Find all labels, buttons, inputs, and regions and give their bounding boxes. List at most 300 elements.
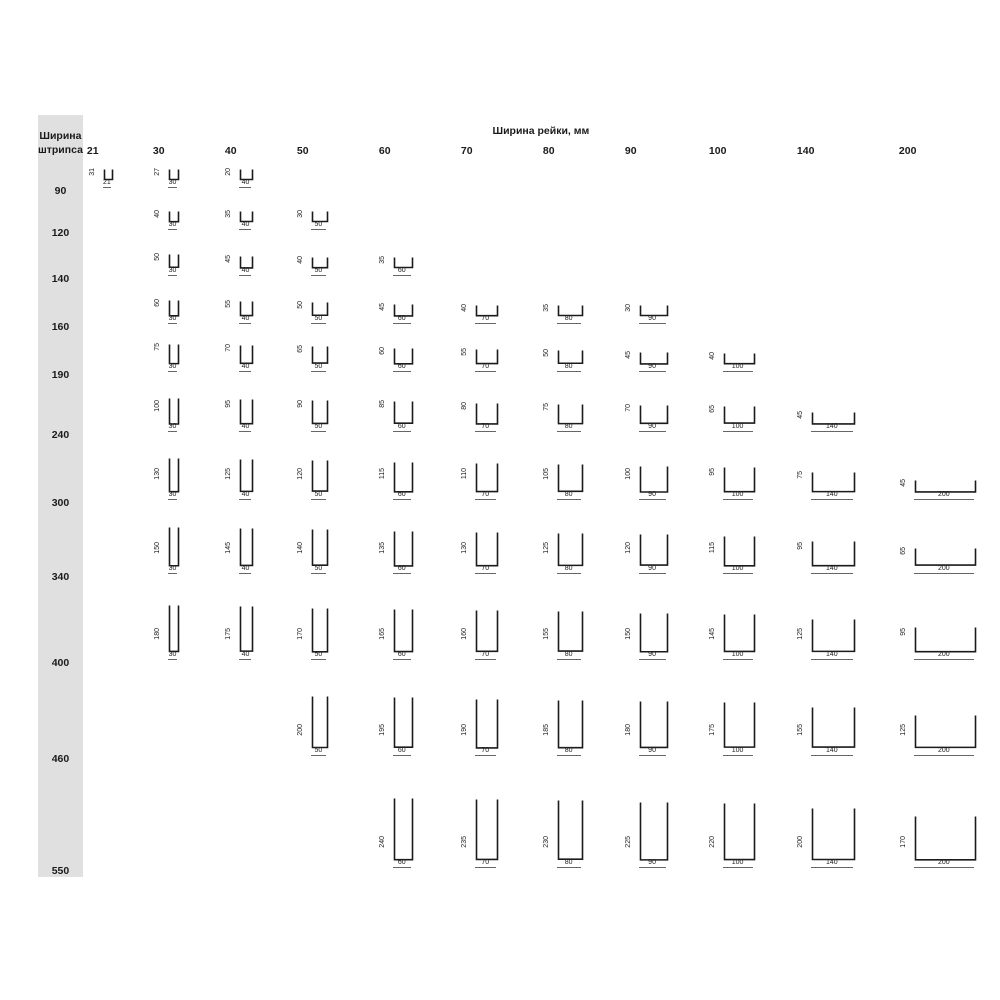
- dimension-line: [639, 755, 666, 756]
- profile: [703, 466, 791, 505]
- dimension-line: [557, 431, 581, 432]
- profile: [894, 547, 999, 579]
- width-label: 70: [481, 650, 490, 658]
- profile-cell-340-60[interactable]: [373, 509, 455, 583]
- dimension-line: [475, 499, 496, 500]
- profile: [619, 700, 703, 761]
- profile-cell-340-80[interactable]: [537, 509, 619, 583]
- u-profile-shape: [239, 458, 257, 494]
- dimension-line: [168, 229, 177, 230]
- empty-cell: [83, 333, 148, 381]
- profile: [703, 802, 791, 873]
- dimension-line: [475, 867, 496, 868]
- width-label: 140: [826, 858, 838, 866]
- height-label: 75: [542, 402, 550, 411]
- profile-cell-340-30[interactable]: [148, 509, 219, 583]
- profile: [894, 479, 999, 505]
- width-label: 30: [168, 422, 177, 430]
- height-label: 115: [708, 542, 716, 554]
- width-label: 40: [241, 650, 250, 658]
- table-row: [38, 669, 999, 765]
- u-profile-shape: [475, 531, 502, 568]
- height-label: 70: [624, 404, 632, 412]
- profile: [791, 471, 894, 505]
- profile: [291, 210, 373, 235]
- profile-cell-550-80[interactable]: [537, 765, 619, 877]
- table-row: [38, 285, 999, 333]
- height-label: 200: [796, 836, 804, 848]
- width-label: 80: [564, 422, 573, 430]
- profile-cell-160-80[interactable]: [537, 285, 619, 333]
- dimension-line: [557, 371, 581, 372]
- u-profile-shape: [168, 604, 183, 654]
- height-label: 27: [154, 168, 162, 176]
- profile-cell-400-60[interactable]: [373, 583, 455, 669]
- profile-cell-240-50[interactable]: [291, 381, 373, 441]
- dimension-line: [723, 573, 753, 574]
- profile-cell-400-50[interactable]: [291, 583, 373, 669]
- table-row: [38, 441, 999, 509]
- profile-cell-160-90[interactable]: [619, 285, 703, 333]
- dimension-line: [557, 323, 581, 324]
- profile: [148, 253, 219, 281]
- height-label: 105: [542, 468, 550, 480]
- width-label: 90: [648, 746, 656, 754]
- u-profile-shape: [239, 605, 257, 654]
- width-label: 140: [826, 650, 838, 658]
- profile-cell-550-60[interactable]: [373, 765, 455, 877]
- width-label: 90: [648, 422, 656, 430]
- u-profile-shape: [557, 799, 587, 862]
- width-label: 40: [241, 266, 250, 274]
- dimension-line: [393, 499, 411, 500]
- height-label: 95: [708, 468, 716, 476]
- row-header-strip-300: 300: [38, 441, 83, 509]
- profile-cell-550-140[interactable]: [791, 765, 894, 877]
- u-profile-shape: [557, 463, 587, 494]
- profile: [455, 348, 537, 377]
- profile-cell-300-40[interactable]: [219, 441, 290, 509]
- profile-cell-90-30[interactable]: [148, 157, 219, 197]
- dimension-line: [311, 275, 326, 276]
- row-header-strip-90: 90: [38, 157, 83, 197]
- profile: [373, 608, 455, 665]
- profile: [537, 349, 619, 377]
- corner-header-line1: Ширина: [39, 130, 82, 142]
- height-label: 180: [624, 724, 632, 736]
- profile-cell-460-90[interactable]: [619, 669, 703, 765]
- profile: [703, 535, 791, 579]
- dimension-line: [393, 573, 411, 574]
- profile-cell-400-40[interactable]: [219, 583, 290, 669]
- profile-cell-240-100[interactable]: [703, 381, 791, 441]
- profile-cell-300-80[interactable]: [537, 441, 619, 509]
- height-label: 150: [154, 542, 162, 554]
- profile-cell-460-100[interactable]: [703, 669, 791, 765]
- height-label: 65: [296, 345, 304, 354]
- u-profile-shape: [311, 528, 332, 568]
- empty-cell: [455, 197, 537, 239]
- empty-cell: [894, 239, 999, 285]
- row-header-strip-340: 340: [38, 509, 83, 583]
- profile-cell-160-50[interactable]: [291, 285, 373, 333]
- dimension-line: [811, 755, 853, 756]
- dimension-line: [475, 371, 496, 372]
- width-label: 60: [397, 858, 406, 866]
- profile: [148, 343, 219, 377]
- width-label: 90: [648, 564, 656, 572]
- u-profile-shape: [557, 532, 587, 568]
- dimension-line: [557, 755, 581, 756]
- dimension-line: [239, 573, 251, 574]
- table-row: [38, 157, 999, 197]
- dimension-line: [723, 431, 753, 432]
- profile-cell-140-60[interactable]: [373, 239, 455, 285]
- width-label: 40: [241, 314, 250, 322]
- profile-cell-550-200[interactable]: [894, 765, 999, 877]
- width-label: 60: [397, 422, 406, 430]
- profile: [291, 345, 373, 377]
- profile-cell-340-200[interactable]: [894, 509, 999, 583]
- dimension-line: [914, 867, 974, 868]
- width-label: 70: [481, 746, 490, 754]
- empty-cell: [83, 441, 148, 509]
- dimension-line: [311, 229, 326, 230]
- empty-cell: [83, 509, 148, 583]
- profile: [894, 714, 999, 761]
- height-label: 180: [154, 628, 162, 640]
- profile: [703, 405, 791, 437]
- profile-cell-240-60[interactable]: [373, 381, 455, 441]
- dimension-line: [168, 573, 177, 574]
- profile: [148, 604, 219, 665]
- profile: [619, 465, 703, 506]
- dimension-line: [723, 755, 753, 756]
- u-profile-shape: [723, 613, 759, 654]
- profile-cell-300-70[interactable]: [455, 441, 537, 509]
- dimension-line: [557, 659, 581, 660]
- width-label: 140: [826, 564, 838, 572]
- row-header-strip-400: 400: [38, 583, 83, 669]
- dimension-line: [393, 275, 411, 276]
- profile-cell-400-200[interactable]: [894, 583, 999, 669]
- profile-cell-300-60[interactable]: [373, 441, 455, 509]
- size-matrix-table: [38, 115, 999, 877]
- profile-cell-240-140[interactable]: [791, 381, 894, 441]
- dimension-line: [914, 573, 974, 574]
- profile-cell-90-40[interactable]: [219, 157, 290, 197]
- dimension-line: [103, 187, 111, 188]
- dimension-line: [557, 573, 581, 574]
- profile: [619, 533, 703, 579]
- width-label: 60: [397, 746, 406, 754]
- profile: [373, 303, 455, 329]
- profile: [537, 699, 619, 761]
- height-label: 155: [796, 724, 804, 736]
- profile-cell-400-100[interactable]: [703, 583, 791, 669]
- profile-cell-550-70[interactable]: [455, 765, 537, 877]
- dimension-line: [723, 371, 753, 372]
- u-profile-shape: [914, 815, 980, 862]
- height-label: 95: [225, 400, 233, 408]
- profile-cell-550-100[interactable]: [703, 765, 791, 877]
- profile-cell-460-80[interactable]: [537, 669, 619, 765]
- profile: [219, 527, 290, 579]
- dimension-line: [239, 275, 251, 276]
- profile: [455, 798, 537, 873]
- profile-cell-300-200[interactable]: [894, 441, 999, 509]
- profile-cell-190-60[interactable]: [373, 333, 455, 381]
- dimension-line: [914, 755, 974, 756]
- width-label: 80: [564, 564, 573, 572]
- height-label: 40: [296, 255, 304, 264]
- profile-cell-300-30[interactable]: [148, 441, 219, 509]
- profile-cell-400-140[interactable]: [791, 583, 894, 669]
- profile-cell-460-60[interactable]: [373, 669, 455, 765]
- dimension-line: [393, 659, 411, 660]
- profile: [703, 613, 791, 665]
- profile-cell-190-30[interactable]: [148, 333, 219, 381]
- height-label: 230: [542, 836, 550, 848]
- profile-cell-190-40[interactable]: [219, 333, 290, 381]
- empty-cell: [219, 765, 290, 877]
- empty-cell: [83, 285, 148, 333]
- profile-cell-400-30[interactable]: [148, 583, 219, 669]
- height-label: 125: [899, 724, 907, 736]
- dimension-line: [239, 371, 251, 372]
- column-header-21: 21: [86, 145, 99, 157]
- u-profile-shape: [393, 461, 417, 494]
- dimension-line: [311, 573, 326, 574]
- height-label: 200: [296, 724, 304, 736]
- profile-cell-160-60[interactable]: [373, 285, 455, 333]
- width-label: 100: [731, 858, 744, 866]
- profile-cell-160-70[interactable]: [455, 285, 537, 333]
- dimension-line: [239, 431, 251, 432]
- dimension-line: [168, 499, 177, 500]
- empty-cell: [703, 285, 791, 333]
- profile-cell-300-90[interactable]: [619, 441, 703, 509]
- width-label: 100: [731, 422, 744, 430]
- profile-cell-120-40[interactable]: [219, 197, 290, 239]
- dimension-line: [639, 499, 666, 500]
- profile-cell-190-80[interactable]: [537, 333, 619, 381]
- profile-cell-240-30[interactable]: [148, 381, 219, 441]
- empty-cell: [703, 239, 791, 285]
- dimension-line: [168, 323, 177, 324]
- dimension-line: [475, 659, 496, 660]
- empty-cell: [373, 157, 455, 197]
- dimension-line: [311, 499, 326, 500]
- dimension-line: [475, 573, 496, 574]
- profile: [537, 532, 619, 579]
- dimension-line: [914, 659, 974, 660]
- profile: [219, 458, 290, 505]
- column-header-100: 100: [708, 145, 727, 157]
- width-label: 90: [648, 650, 656, 658]
- width-label: 60: [397, 266, 406, 274]
- width-label: 40: [241, 220, 250, 228]
- profile-cell-460-200[interactable]: [894, 669, 999, 765]
- height-label: 30: [296, 210, 304, 218]
- dimension-line: [475, 431, 496, 432]
- profile-cell-550-90[interactable]: [619, 765, 703, 877]
- profile-cell-120-50[interactable]: [291, 197, 373, 239]
- profile-cell-140-30[interactable]: [148, 239, 219, 285]
- table-row: [38, 197, 999, 239]
- dimension-line: [239, 229, 251, 230]
- empty-cell: [791, 333, 894, 381]
- dimension-line: [168, 371, 177, 372]
- dimension-line: [811, 659, 853, 660]
- profile-cell-340-90[interactable]: [619, 509, 703, 583]
- height-label: 45: [225, 254, 233, 263]
- width-label: 30: [168, 314, 177, 322]
- profile-cell-190-90[interactable]: [619, 333, 703, 381]
- profile-cell-140-40[interactable]: [219, 239, 290, 285]
- empty-cell: [703, 197, 791, 239]
- corner-header-line2: штрипса: [38, 144, 83, 156]
- profile: [148, 210, 219, 235]
- height-label: 220: [708, 836, 716, 848]
- width-label: 30: [168, 362, 177, 370]
- height-label: 130: [154, 468, 162, 480]
- empty-cell: [373, 197, 455, 239]
- dimension-line: [239, 499, 251, 500]
- profile-cell-240-70[interactable]: [455, 381, 537, 441]
- table-row: [38, 509, 999, 583]
- dimension-line: [723, 499, 753, 500]
- height-label: 50: [542, 349, 550, 358]
- dimension-line: [393, 755, 411, 756]
- profile-cell-120-30[interactable]: [148, 197, 219, 239]
- u-profile-shape: [475, 798, 502, 862]
- dimension-line: [239, 187, 251, 188]
- empty-cell: [894, 381, 999, 441]
- profile: [455, 531, 537, 579]
- width-label: 60: [397, 490, 406, 498]
- profile: [373, 696, 455, 761]
- height-label: 120: [296, 468, 304, 480]
- profile-cell-300-50[interactable]: [291, 441, 373, 509]
- profile-cell-160-40[interactable]: [219, 285, 290, 333]
- height-label: 70: [225, 344, 233, 352]
- profile-cell-240-90[interactable]: [619, 381, 703, 441]
- profile: [373, 256, 455, 281]
- u-profile-shape: [311, 607, 332, 654]
- profile-cell-340-40[interactable]: [219, 509, 290, 583]
- profile: [455, 304, 537, 329]
- table-row: [38, 765, 999, 877]
- dimension-line: [311, 659, 326, 660]
- profile-cell-240-40[interactable]: [219, 381, 290, 441]
- profile: [291, 399, 373, 437]
- profile: [291, 301, 373, 329]
- width-label: 100: [731, 490, 744, 498]
- profile-cell-300-140[interactable]: [791, 441, 894, 509]
- u-profile-shape: [168, 526, 183, 568]
- height-label: 40: [708, 351, 716, 360]
- dimension-line: [393, 323, 411, 324]
- height-label: 45: [624, 350, 632, 359]
- profile-cell-190-70[interactable]: [455, 333, 537, 381]
- width-label: 100: [731, 650, 744, 658]
- profile-cell-400-90[interactable]: [619, 583, 703, 669]
- profile-cell-340-140[interactable]: [791, 509, 894, 583]
- width-label: 50: [314, 564, 323, 572]
- profile-cell-160-30[interactable]: [148, 285, 219, 333]
- height-label: 75: [154, 342, 162, 351]
- table-row: [38, 239, 999, 285]
- empty-cell: [894, 333, 999, 381]
- empty-cell: [83, 239, 148, 285]
- profile-cell-340-70[interactable]: [455, 509, 537, 583]
- u-profile-shape: [639, 801, 672, 862]
- row-header-strip-190: 190: [38, 333, 83, 381]
- profile-cell-460-50[interactable]: [291, 669, 373, 765]
- empty-cell: [791, 239, 894, 285]
- dimension-line: [168, 187, 177, 188]
- u-profile-shape: [557, 699, 587, 750]
- empty-cell: [83, 669, 148, 765]
- width-label: 140: [826, 490, 838, 498]
- height-label: 40: [154, 209, 162, 218]
- width-label: 50: [314, 362, 323, 370]
- profile-cell-340-50[interactable]: [291, 509, 373, 583]
- profile: [619, 304, 703, 329]
- profile-cell-340-100[interactable]: [703, 509, 791, 583]
- row-header-strip-160: 160: [38, 285, 83, 333]
- height-label: 95: [796, 542, 804, 550]
- width-label: 60: [397, 362, 406, 370]
- profile-cell-240-80[interactable]: [537, 381, 619, 441]
- width-label: 200: [937, 650, 950, 658]
- width-label: 70: [481, 422, 490, 430]
- width-label: 200: [937, 490, 950, 498]
- table-row: [38, 333, 999, 381]
- row-header-strip-240: 240: [38, 381, 83, 441]
- width-label: 40: [241, 490, 250, 498]
- profile-cell-140-50[interactable]: [291, 239, 373, 285]
- profile-cell-460-70[interactable]: [455, 669, 537, 765]
- empty-cell: [291, 765, 373, 877]
- width-label: 30: [168, 650, 177, 658]
- profile-cell-400-80[interactable]: [537, 583, 619, 669]
- column-number-row: [83, 145, 999, 157]
- profile: [291, 528, 373, 579]
- u-profile-shape: [811, 706, 859, 750]
- profile-cell-190-50[interactable]: [291, 333, 373, 381]
- width-label: 40: [241, 178, 250, 186]
- empty-cell: [83, 583, 148, 669]
- width-label: 90: [648, 490, 656, 498]
- dimension-line: [311, 755, 326, 756]
- profile-cell-90-21[interactable]: [83, 157, 148, 197]
- profile-cell-460-140[interactable]: [791, 669, 894, 765]
- height-label: 240: [378, 836, 386, 848]
- profile-cell-300-100[interactable]: [703, 441, 791, 509]
- empty-cell: [83, 197, 148, 239]
- u-profile-shape: [475, 609, 502, 654]
- height-label: 60: [378, 346, 386, 355]
- u-profile-shape: [393, 530, 417, 568]
- dimension-line: [639, 431, 666, 432]
- profile-cell-400-70[interactable]: [455, 583, 537, 669]
- profile-cell-190-100[interactable]: [703, 333, 791, 381]
- width-label: 60: [397, 314, 406, 322]
- empty-cell: [703, 157, 791, 197]
- dimension-line: [311, 323, 326, 324]
